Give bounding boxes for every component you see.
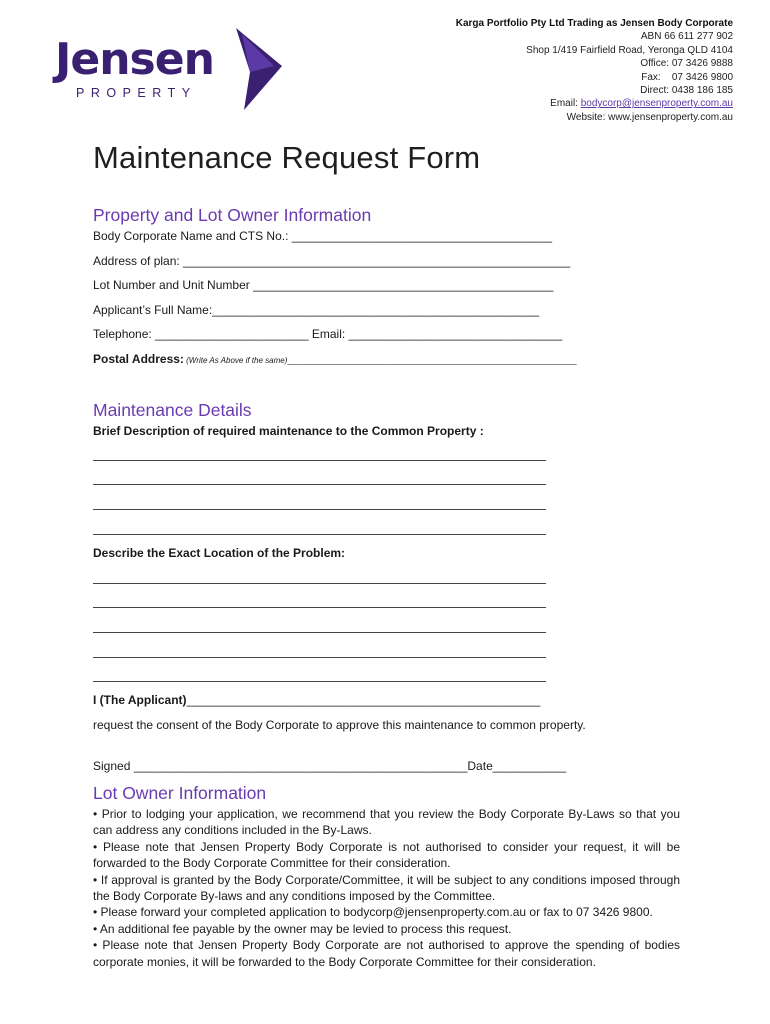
- logo-wordmark: Jensen: [55, 34, 214, 85]
- email-link[interactable]: bodycorp@jensenproperty.com.au: [580, 98, 733, 110]
- telephone-email-field[interactable]: Telephone: _______________________ Email: ________________________________: [93, 327, 563, 341]
- page-title: Maintenance Request Form: [93, 140, 481, 175]
- info-bullet-6: • Please note that Jensen Property Body Corporate are not authorised to approve the spending of bodies corporate monies, it will be forwarded to the Body Corporate Committee for their consideration.: [93, 938, 680, 969]
- postal-address-note: (Write As Above if the same): [183, 356, 288, 365]
- postal-address-line: _________________________________________________________________: [287, 356, 577, 365]
- description-line-2[interactable]: [93, 484, 546, 485]
- location-line-4[interactable]: [93, 657, 546, 658]
- email-label: Email:: [550, 98, 581, 110]
- postal-address-field[interactable]: [93, 352, 577, 366]
- maintenance-section-heading: Maintenance Details: [93, 400, 252, 420]
- signed-date-field[interactable]: Signed __________________________________________________Date___________: [93, 759, 567, 773]
- info-bullet-2: • Please note that Jensen Property Body Corporate is not authorised to consider your request, it will be forwarded to the Body Corporate Committee for their consideration.: [93, 839, 680, 871]
- location-label: Describe the Exact Location of the Problem:: [93, 546, 346, 560]
- company-name: Karga Portfolio Pty Ltd Trading as Jensen Body Corporate: [455, 18, 733, 29]
- location-line-3[interactable]: [93, 632, 546, 633]
- consent-text: request the consent of the Body Corporate to approve this maintenance to common property.: [93, 718, 586, 732]
- applicant-consent-field[interactable]: [93, 693, 540, 707]
- applicant-label: I (The Applicant): [93, 693, 187, 707]
- description-label: Brief Description of required maintenance to the Common Property :: [93, 424, 484, 438]
- description-line-4[interactable]: [93, 534, 546, 535]
- office-address: Shop 1/419 Fairfield Road, Yeronga QLD 4104: [526, 44, 733, 56]
- applicant-name-field[interactable]: Applicant’s Full Name:_________________________________________________: [93, 303, 540, 317]
- description-line-3[interactable]: [93, 509, 546, 510]
- body-corporate-field[interactable]: Body Corporate Name and CTS No.: _______________________________________: [93, 229, 553, 243]
- postal-address-label: Postal Address:: [93, 352, 184, 366]
- location-line-5[interactable]: [93, 681, 546, 682]
- info-bullet-1: • Prior to lodging your application, we recommend that you review the Body Corporate By-Laws so that you can address any conditions included in the By-Laws.: [93, 807, 680, 838]
- logo-chevron-icon: [232, 26, 284, 112]
- applicant-line: _____________________________________________________: [186, 693, 541, 707]
- lot-owner-info-heading: Lot Owner Information: [93, 783, 267, 803]
- direct-phone: Direct: 0438 186 185: [640, 85, 733, 97]
- website[interactable]: Website: www.jensenproperty.com.au: [566, 111, 733, 123]
- abn: ABN 66 611 277 902: [640, 31, 733, 43]
- info-bullet-4: • Please forward your completed application to bodycorp@jensenproperty.com.au or fax to 07 3426 9800.: [93, 905, 653, 920]
- address-of-plan-field[interactable]: Address of plan: __________________________________________________________: [93, 254, 571, 268]
- lot-owner-info-list: [93, 806, 680, 970]
- description-line-1[interactable]: [93, 460, 546, 461]
- contact-block: [456, 17, 733, 124]
- info-bullet-3: • If approval is granted by the Body Corporate/Committee, it will be subject to any conditions imposed through the Body Corporate By-laws and any conditions imposed by the Committee.: [93, 872, 680, 904]
- fax-number: Fax: 07 3426 9800: [641, 71, 733, 83]
- office-phone: Office: 07 3426 9888: [640, 58, 733, 70]
- location-line-2[interactable]: [93, 607, 546, 608]
- owner-section-heading: Property and Lot Owner Information: [93, 205, 372, 225]
- email-row: [456, 97, 733, 110]
- location-line-1[interactable]: [93, 583, 546, 584]
- info-bullet-5: • An additional fee payable by the owner may be levied to process this request.: [93, 921, 512, 936]
- logo-subtitle: PROPERTY: [76, 86, 197, 100]
- lot-unit-field[interactable]: Lot Number and Unit Number _____________________________________________: [93, 278, 554, 292]
